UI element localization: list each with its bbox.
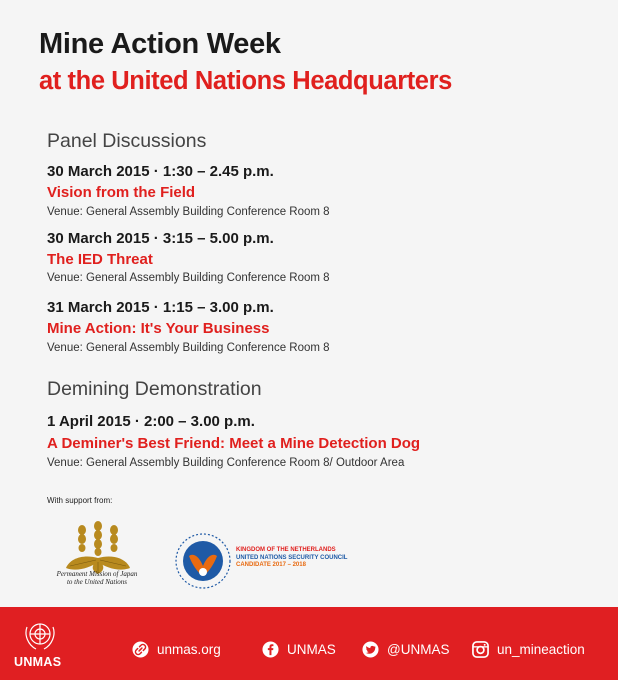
link-icon xyxy=(132,641,149,658)
instagram-icon xyxy=(472,641,489,658)
demining-demonstration-heading: Demining Demonstration xyxy=(47,378,262,400)
event-2-date: 30 March 2015 · 3:15 – 5.00 p.m. xyxy=(47,230,274,247)
event-3-title: Mine Action: It's Your Business xyxy=(47,320,270,337)
un-emblem-icon xyxy=(22,617,58,653)
facebook-link[interactable] xyxy=(262,639,336,659)
event-2-title: The IED Threat xyxy=(47,251,153,268)
netherlands-caption: KINGDOM OF THE NETHERLANDS UNITED NATIONS SECURITY COUNCIL CANDIDATE 2017 – 2018 xyxy=(236,547,348,568)
event-4-venue: Venue: General Assembly Building Conference Room 8/ Outdoor Area xyxy=(47,457,405,469)
support-label: With support from: xyxy=(47,496,113,505)
japan-caption: Permanent Mission of Japan to the United Nations xyxy=(56,570,138,586)
event-3-date: 31 March 2015 · 1:15 – 3.00 p.m. xyxy=(47,299,274,316)
facebook-icon xyxy=(262,641,279,658)
website-link[interactable] xyxy=(132,639,221,659)
netherlands-candidacy-logo-icon xyxy=(174,532,232,590)
facebook-text: UNMAS xyxy=(287,641,336,657)
event-4-title: A Deminer's Best Friend: Meet a Mine Detection Dog xyxy=(47,435,421,452)
unmas-brand: UNMAS xyxy=(14,655,62,669)
instagram-link[interactable] xyxy=(472,639,585,659)
event-2-venue: Venue: General Assembly Building Conference Room 8 xyxy=(47,272,330,284)
twitter-icon xyxy=(362,641,379,658)
event-3-venue: Venue: General Assembly Building Conference Room 8 xyxy=(47,342,330,354)
website-text: unmas.org xyxy=(157,641,221,657)
event-1-venue: Venue: General Assembly Building Conference Room 8 xyxy=(47,206,330,218)
twitter-link[interactable] xyxy=(362,639,449,659)
title-line-2: at the United Nations Headquarters xyxy=(39,67,452,95)
event-4-date: 1 April 2015 · 2:00 – 3.00 p.m. xyxy=(47,413,255,430)
title-line-1: Mine Action Week xyxy=(39,28,281,60)
twitter-text: @UNMAS xyxy=(387,641,450,657)
panel-discussions-heading: Panel Discussions xyxy=(47,130,207,152)
event-1-date: 30 March 2015 · 1:30 – 2.45 p.m. xyxy=(47,163,274,180)
instagram-text: un_mineaction xyxy=(497,641,585,657)
event-1-title: Vision from the Field xyxy=(47,184,196,201)
